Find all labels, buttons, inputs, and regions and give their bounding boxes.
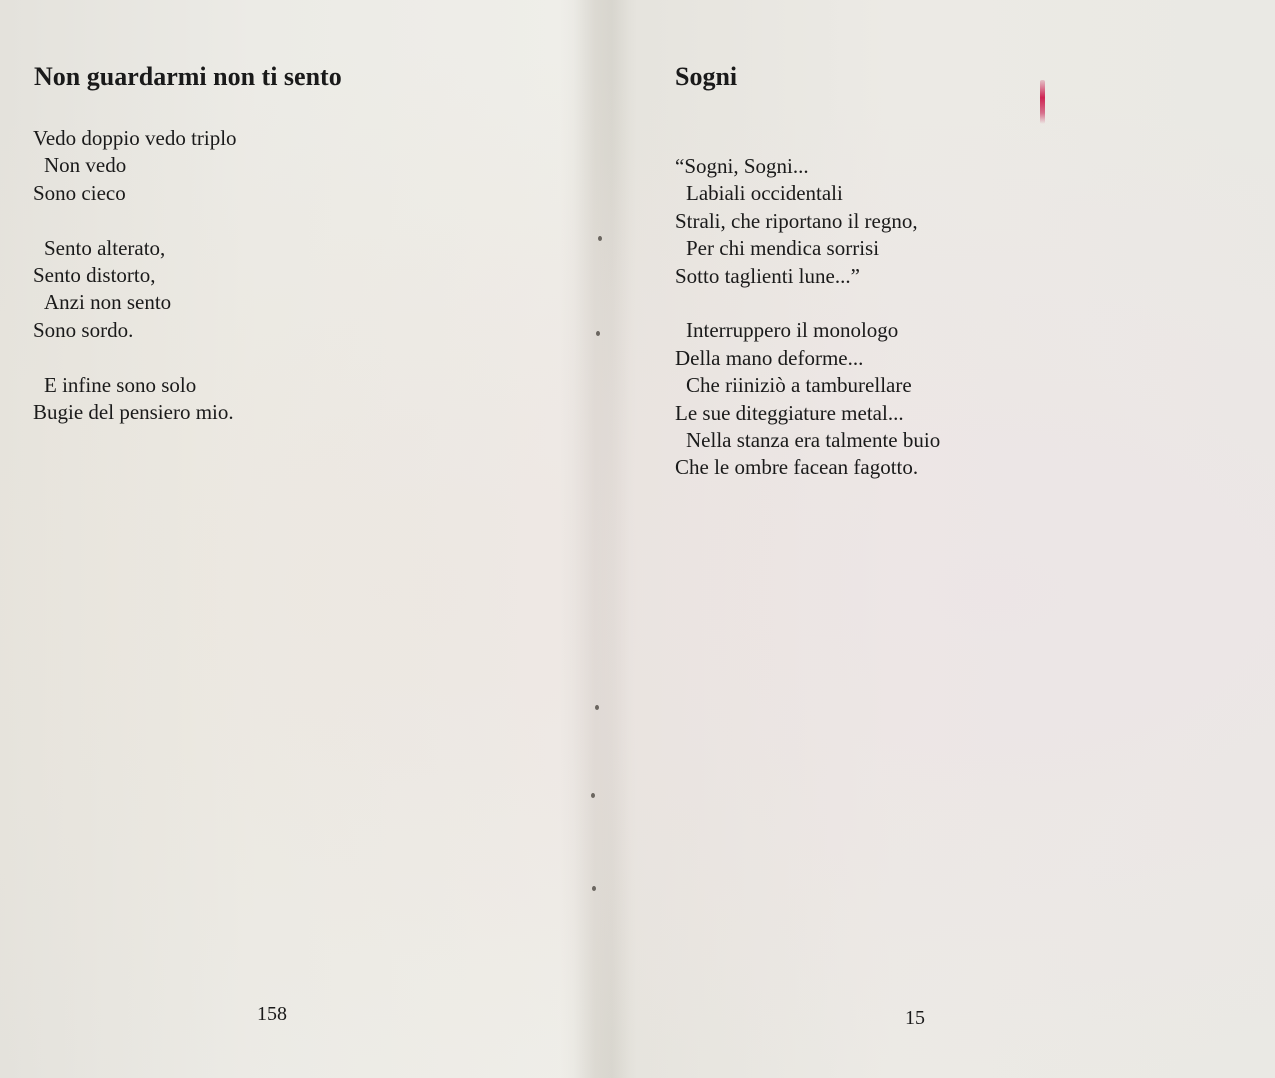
poem-line: Sento alterato, xyxy=(44,235,166,260)
poem-line: Interruppero il monologo xyxy=(686,318,899,343)
right-page-number: 15 xyxy=(905,1007,925,1029)
poem-line: Sotto taglienti lune...” xyxy=(675,263,860,288)
poem-line: Della mano deforme... xyxy=(675,345,864,370)
stanza-break xyxy=(33,207,237,234)
left-poem-title: Non guardarmi non ti sento xyxy=(34,62,342,91)
poem-line: Sento distorto, xyxy=(33,263,156,288)
poem-line: Sono cieco xyxy=(33,180,126,205)
left-page-number: 158 xyxy=(257,1003,287,1025)
binding-hole-mark xyxy=(591,793,595,798)
poem-line: Che le ombre facean fagotto. xyxy=(675,455,919,480)
poem-line: Che riiniziò a tamburellare xyxy=(686,373,912,398)
left-page xyxy=(0,0,590,1078)
poem-line: Strali, che riportano il regno, xyxy=(675,208,918,233)
left-poem-body xyxy=(33,125,237,426)
poem-line: Labiali occidentali xyxy=(686,181,843,206)
right-poem-body xyxy=(675,153,940,482)
binding-hole-mark xyxy=(592,886,596,891)
poem-line: Nella stanza era talmente buio xyxy=(686,428,941,453)
poem-line: “Sogni, Sogni... xyxy=(675,154,809,178)
right-page xyxy=(600,0,1275,1078)
poem-line: Per chi mendica sorrisi xyxy=(686,236,880,261)
binding-hole-mark xyxy=(598,236,602,241)
stanza-break xyxy=(33,344,237,371)
poem-line: Vedo doppio vedo triplo xyxy=(33,126,237,150)
binding-hole-mark xyxy=(595,705,599,710)
binding-hole-mark xyxy=(596,331,600,336)
poem-line: E infine sono solo xyxy=(44,372,197,397)
poem-line: Non vedo xyxy=(44,153,127,178)
poem-line: Bugie del pensiero mio. xyxy=(33,400,234,425)
poem-line: Le sue diteggiature metal... xyxy=(675,400,904,425)
stanza-break xyxy=(675,290,940,317)
poem-line: Sono sordo. xyxy=(33,317,134,342)
right-poem-title: Sogni xyxy=(675,62,738,91)
poem-line: Anzi non sento xyxy=(44,290,172,315)
ink-mark xyxy=(1040,80,1045,124)
